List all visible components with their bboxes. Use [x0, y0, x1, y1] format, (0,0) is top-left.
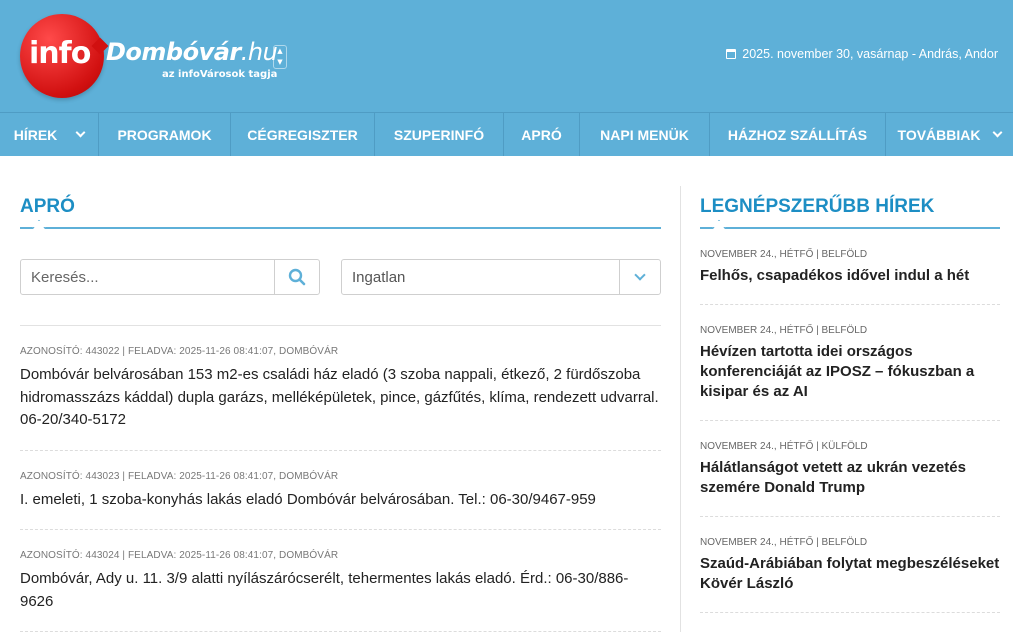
chevron-down-icon — [76, 128, 86, 138]
list-item[interactable] — [20, 326, 661, 451]
nav-item-hazhoz-szallitas[interactable] — [710, 113, 886, 156]
logo-city-name: Dombóvár — [106, 38, 241, 66]
news-meta: NOVEMBER 24., HÉTFŐ | BELFÖLD — [700, 249, 868, 260]
search-button[interactable] — [274, 260, 319, 294]
logo-tld: .hu — [240, 38, 278, 66]
news-title-link[interactable]: Szaúd-Arábiában folytat megbeszéléseket Kövér László — [700, 555, 1000, 592]
nav-item-cegregiszter[interactable] — [231, 113, 375, 156]
nav-label: APRÓ — [521, 126, 562, 143]
ad-text: Dombóvár belvárosában 153 m2-es családi ház eladó (3 szoba nappali, étkező, 2 fürdőszoba hidromasszázs káddal) dupla garázs, melléképületek, pince, gázfűtés, klíma, rendezett udvarral. 06-20/340-5172 — [20, 366, 659, 428]
site-header — [0, 0, 1013, 112]
search-box — [20, 259, 320, 295]
nav-item-apro[interactable] — [504, 113, 580, 156]
logo-info-text: info — [29, 36, 91, 71]
ad-meta: AZONOSÍTÓ: 443023 | FELADVA: 2025-11-26 08:41:07, DOMBÓVÁR — [20, 470, 339, 482]
nav-item-hirek[interactable] — [0, 113, 99, 156]
title-underline — [20, 227, 661, 229]
ad-meta: AZONOSÍTÓ: 443024 | FELADVA: 2025-11-26 08:41:07, DOMBÓVÁR — [20, 550, 339, 561]
sidebar-title: LEGNÉPSZERŰBB HÍREK — [700, 196, 935, 217]
nav-item-szuperinfo[interactable] — [375, 113, 504, 156]
sidebar — [700, 156, 1000, 613]
spinner-up-icon: ▲ — [277, 47, 283, 55]
city-switcher[interactable] — [273, 45, 287, 69]
date-line — [726, 47, 998, 61]
underline-notch-cover — [30, 221, 48, 227]
main-column — [20, 156, 661, 632]
sidebar-title-underline — [700, 227, 1000, 229]
news-title-link[interactable]: Felhős, csapadékos idővel indul a hét — [700, 267, 970, 284]
news-list — [700, 229, 1000, 613]
news-meta: NOVEMBER 24., HÉTFŐ | KÜLFÖLD — [700, 441, 868, 452]
underline-notch-cover — [710, 221, 728, 227]
list-item[interactable] — [20, 451, 661, 531]
nav-label: SZUPERINFÓ — [393, 126, 485, 143]
nav-label: HÍREK — [13, 126, 58, 143]
category-selected-value: Ingatlan — [352, 268, 406, 286]
category-dropdown-button[interactable] — [619, 260, 660, 294]
ad-list — [20, 325, 661, 632]
search-input[interactable] — [21, 260, 274, 294]
news-item[interactable] — [700, 517, 1000, 613]
page-title: APRÓ — [20, 196, 75, 217]
nav-label: HÁZHOZ SZÁLLÍTÁS — [727, 126, 868, 143]
nav-label: PROGRAMOK — [117, 126, 212, 143]
nav-item-programok[interactable] — [99, 113, 231, 156]
news-item[interactable] — [700, 305, 1000, 421]
nav-label: CÉGREGISZTER — [247, 126, 358, 143]
nav-item-tovabbiak[interactable] — [886, 113, 1013, 156]
site-logo[interactable] — [20, 14, 280, 98]
chevron-down-icon — [993, 128, 1003, 138]
ad-text: I. emeleti, 1 szoba-konyhás lakás eladó Dombóvár belvárosában. Tel.: 06-30/9467-959 — [20, 490, 596, 508]
logo-city-text — [106, 38, 277, 66]
nav-item-napi-menuk[interactable] — [580, 113, 710, 156]
spinner-down-icon: ▼ — [277, 58, 283, 66]
date-text: 2025. november 30, vasárnap - András, Andor — [742, 47, 998, 61]
nav-label: TOVÁBBIAK — [897, 126, 981, 143]
filter-bar — [20, 259, 661, 295]
news-title-link[interactable]: Hévízen tartotta idei országos konferenciáját az IPOSZ – fókuszban a kisipar és az AI — [700, 343, 975, 400]
news-item[interactable] — [700, 229, 1000, 305]
news-meta: NOVEMBER 24., HÉTFŐ | BELFÖLD — [700, 325, 868, 336]
chevron-down-icon — [634, 269, 645, 280]
calendar-icon — [726, 49, 736, 59]
list-item[interactable] — [20, 530, 661, 632]
category-select[interactable] — [341, 259, 661, 295]
news-meta: NOVEMBER 24., HÉTFŐ | BELFÖLD — [700, 537, 868, 548]
ad-meta: AZONOSÍTÓ: 443022 | FELADVA: 2025-11-26 08:41:07, DOMBÓVÁR — [20, 346, 339, 357]
ad-text: Dombóvár, Ady u. 11. 3/9 alatti nyílászárócserélt, tehermentes lakás eladó. Érd.: 06-30/886-9626 — [20, 570, 629, 610]
search-icon — [288, 268, 306, 286]
column-divider — [680, 186, 681, 632]
logo-tagline: az infoVárosok tagja — [162, 69, 278, 80]
main-nav — [0, 112, 1013, 156]
news-title-link[interactable]: Hálátlanságot vetett az ukrán vezetés szemére Donald Trump — [700, 459, 966, 496]
news-item[interactable] — [700, 421, 1000, 517]
nav-label: NAPI MENÜK — [600, 126, 689, 143]
